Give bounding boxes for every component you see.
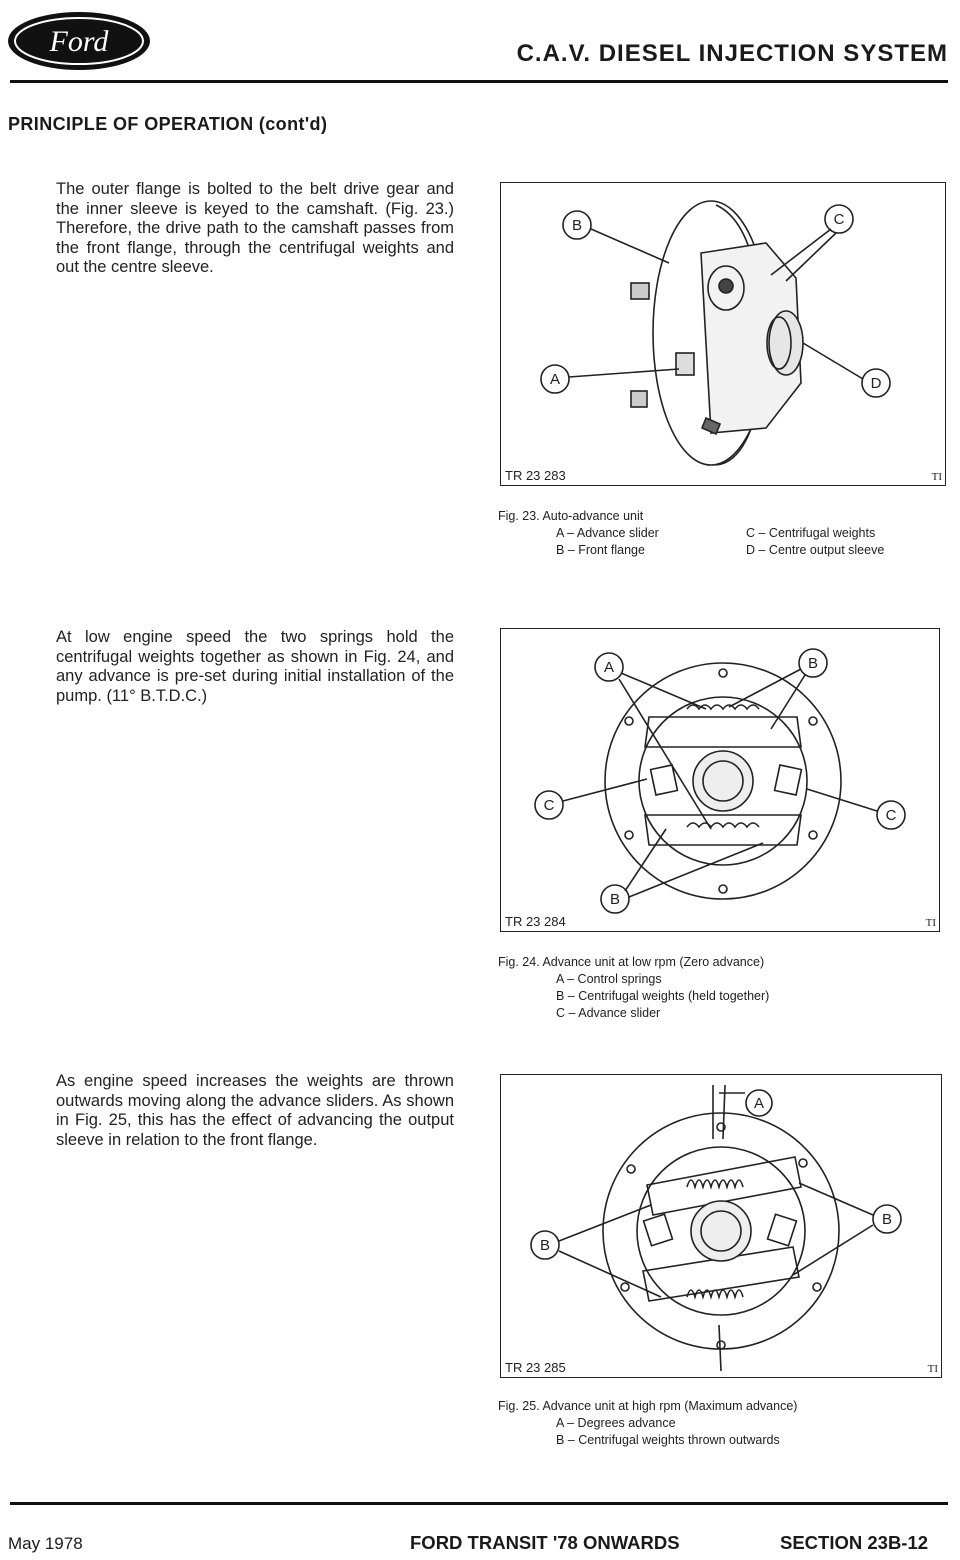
fig24-callout-a: A [603, 659, 615, 676]
fig23-callout-d: D [870, 375, 882, 392]
fig24-ref: TR 23 284 [505, 914, 566, 929]
paragraph-3: As engine speed increases the weights are thrown outwards moving along the advance sliders. As shown in Fig. 25, this has the effect of advancing the output sleeve in relation to the front flange. [56, 1072, 454, 1149]
figure-23-caption-col2 [746, 525, 884, 559]
fig23-callout-a: A [549, 371, 561, 388]
fig23-callout-c: C [833, 211, 845, 228]
figure-25-box [500, 1074, 942, 1378]
fig24-caption-item-a: A – Control springs [556, 972, 662, 986]
fig23-mark: TI [931, 471, 942, 483]
fig24-callout-b-bottom: B [609, 891, 621, 908]
figure-23-caption-col1 [556, 525, 659, 559]
fig23-ref: TR 23 283 [505, 468, 566, 483]
fig25-caption-title: Fig. 25. Advance unit at high rpm (Maximum advance) [498, 1399, 798, 1413]
figure-23-drawing [501, 183, 945, 485]
figure-23-box [500, 182, 946, 486]
fig25-caption-item-b: B – Centrifugal weights thrown outwards [556, 1433, 780, 1447]
fig25-callout-b-right: B [881, 1211, 893, 1228]
fig25-mark: TI [927, 1363, 938, 1375]
fig25-ref: TR 23 285 [505, 1360, 566, 1375]
ford-logo [6, 10, 152, 72]
fig24-callout-c-right: C [885, 807, 897, 824]
header-rule [10, 80, 948, 83]
fig24-callout-b-top: B [807, 655, 819, 672]
figure-25-caption-items [556, 1415, 780, 1449]
figure-23-caption [498, 508, 643, 525]
fig23-caption-item-a: A – Advance slider [556, 526, 659, 540]
figure-24-caption-items [556, 971, 769, 1022]
fig24-caption-title: Fig. 24. Advance unit at low rpm (Zero advance) [498, 955, 765, 969]
figure-25-drawing [501, 1075, 941, 1377]
fig25-callout-b-left: B [539, 1237, 551, 1254]
fig24-mark: TI [925, 917, 936, 929]
fig23-caption-item-d: D – Centre output sleeve [746, 543, 885, 557]
figure-24-caption [498, 954, 764, 971]
figure-24-drawing [501, 629, 939, 931]
footer-section: SECTION 23B-12 [780, 1532, 929, 1553]
paragraph-1: The outer flange is bolted to the belt drive gear and the inner sleeve is keyed to the camshaft. (Fig. 23.) Therefore, the drive path to the camshaft passes from the front flange, through the centrifugal weights and out the centre sleeve. [56, 180, 454, 277]
fig25-callout-a: A [753, 1095, 765, 1112]
logo-text: Ford [49, 25, 109, 58]
fig24-callout-c-left: C [543, 797, 555, 814]
fig23-caption-item-b: B – Front flange [556, 543, 645, 557]
fig23-callout-b: B [571, 217, 583, 234]
fig24-caption-item-c: C – Advance slider [556, 1006, 661, 1020]
fig25-caption-item-a: A – Degrees advance [556, 1416, 676, 1430]
footer-title: FORD TRANSIT '78 ONWARDS [410, 1532, 680, 1553]
paragraph-2: At low engine speed the two springs hold the centrifugal weights together as shown in Fig. 24, and any advance is pre-set during initial installation of the pump. (11° B.T.D.C.) [56, 628, 454, 705]
fig24-caption-item-b: B – Centrifugal weights (held together) [556, 989, 770, 1003]
fig23-caption-item-c: C – Centrifugal weights [746, 526, 876, 540]
figure-25-caption [498, 1398, 797, 1415]
fig23-caption-title: Fig. 23. Auto-advance unit [498, 509, 644, 523]
section-title: PRINCIPLE OF OPERATION (cont'd) [8, 114, 328, 134]
page-header-title: C.A.V. DIESEL INJECTION SYSTEM [516, 40, 948, 67]
footer-rule [10, 1502, 948, 1505]
figure-24-box [500, 628, 940, 932]
footer-date: May 1978 [8, 1534, 83, 1553]
